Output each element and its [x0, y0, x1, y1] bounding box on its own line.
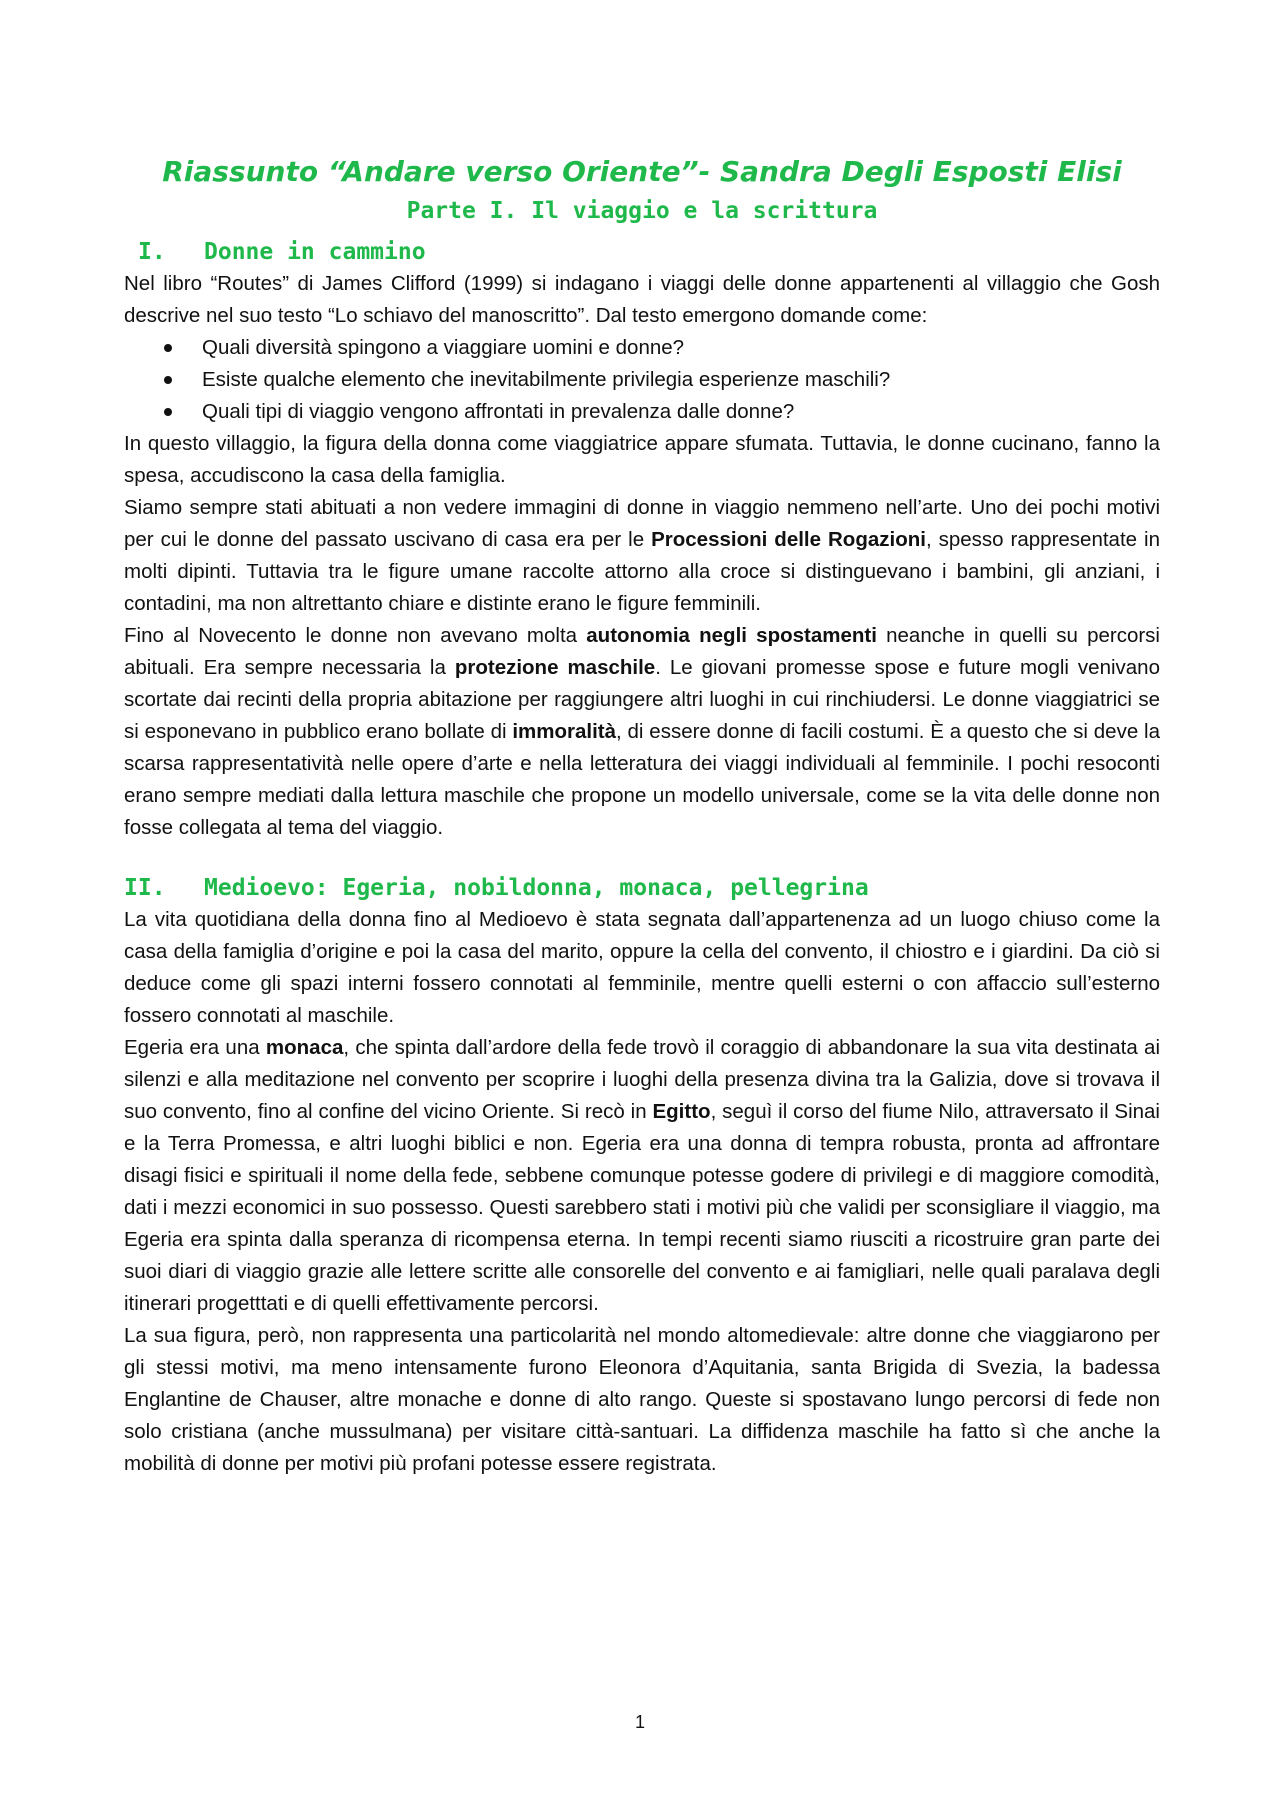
section-2-paragraph-2: Egeria era una monaca, che spinta dall’ardore della fede trovò il coraggio di abbandonare la sua vita destinata ai silenzi e alla meditazione nel convento per scoprire i luoghi della presenza divina tra la Galizia, dove si trovava il suo convento, fino al confine del vicino Oriente. Si recò in Egitto, seguì il corso del fiume Nilo, attraversato il Sinai e la Terra Promessa, e altri luoghi biblici e non. Egeria era una donna di tempra robusta, pronta ad affrontare disagi fisici e spirituali il nome della fede, sebbene comunque potesse godere di privilegi e di maggiore comodità, dati i mezzi economici in suo possesso. Questi sarebbero stati i motivi più che validi per sconsigliare il viaggio, ma Egeria era spinta dalla speranza di ricompensa eterna. In tempi recenti siamo riusciti a ricostruire gran parte dei suoi diari di viaggio grazie alle lettere scritte alle consorelle del convento e ai famigliari, nelle quali paralava degli itinerari progetttati e di quelli effettivamente percorsi. [124, 1036, 1160, 1315]
bold-term: immoralità [512, 720, 617, 743]
bullet-icon [164, 376, 172, 384]
document-subtitle: Parte I. Il viaggio e la scrittura [406, 198, 878, 224]
bold-term: Processioni delle Rogazioni [651, 528, 926, 551]
section-1-paragraph-3: Fino al Novecento le donne non avevano molta autonomia negli spostamenti neanche in quelli su percorsi abituali. Era sempre necessaria la protezione maschile. Le giovani promesse spose e future mogli venivano scortate dai recinti della propria abitazione per raggiungere altri luoghi in cui rinchiudersi. Le donne viaggiatrici se si esponevano in pubblico erano bollate di immoralità, di essere donne di facili costumi. È a questo che si deve la scarsa rappresentatività nelle opere d’arte e nella letteratura dei viaggi individuali al femminile. I pochi resoconti erano sempre mediati dalla lettura maschile che propone un modello universale, come se la vita delle donne non fosse collegata al tema del viaggio. [124, 624, 1160, 839]
bullet-icon [164, 344, 172, 352]
section-1-paragraph-1: In questo villaggio, la figura della donna come viaggiatrice appare sfumata. Tuttavia, le donne cucinano, fanno la spesa, accudiscono la casa della famiglia. [124, 432, 1160, 487]
section-1-intro: Nel libro “Routes” di James Clifford (1999) si indagano i viaggi delle donne appartenenti al villaggio che Gosh descrive nel suo testo “Lo schiavo del manoscritto”. Dal testo emergono domande come: [124, 272, 1160, 327]
section-2-paragraph-3: La sua figura, però, non rappresenta una particolarità nel mondo altomedievale: altre donne che viaggiarono per gli stessi motivi, ma meno intensamente furono Eleonora d’Aquitania, santa Brigida di Svezia, la badessa Englantine de Chauser, altre monache e donne di alto rango. Queste si spostavano lungo percorsi di fede non solo cristiana (anche mussulmana) per visitare città-santuari. La diffidenza maschile ha fatto sì che anche la mobilità di donne per motivi più profani potesse essere registrata. [124, 1324, 1160, 1475]
list-item: Esiste qualche elemento che inevitabilmente privilegia esperienze maschili? [160, 364, 1160, 396]
section-2-paragraph-1: La vita quotidiana della donna fino al Medioevo è stata segnata dall’appartenenza ad un luogo chiuso come la casa della famiglia d’origine e poi la casa del marito, oppure la cella del convento, il chiostro e i giardini. Da ciò si deduce come gli spazi interni fossero connotati al femminile, mentre quelli esterni o con affaccio sull’esterno fossero connotati al maschile. [124, 908, 1160, 1027]
document-page [124, 150, 1160, 1480]
section-title: Medioevo: Egeria, nobildonna, monaca, pellegrina [204, 875, 869, 901]
bold-term: autonomia negli spostamenti [586, 624, 877, 647]
section-number: I. [138, 239, 166, 265]
list-item: Quali diversità spingono a viaggiare uomini e donne? [160, 332, 1160, 364]
section-1-paragraph-2: Siamo sempre stati abituati a non vedere immagini di donne in viaggio nemmeno nell’arte. Uno dei pochi motivi per cui le donne del passato uscivano di casa era per le Processioni delle Rogazioni, spesso rappresentate in molti dipinti. Tuttavia tra le figure umane raccolte attorno alla croce si distinguevano i bambini, gli anziani, i contadini, ma non altrettanto chiare e distinte erano le figure femminili. [124, 496, 1160, 615]
page-number: 1 [634, 1712, 645, 1732]
section-number: II. [124, 875, 166, 901]
section-heading-2 [124, 872, 1160, 904]
section-title: Donne in cammino [204, 239, 426, 265]
bold-term: Egitto [652, 1100, 711, 1123]
bold-term: protezione maschile [454, 656, 656, 679]
list-item: Quali tipi di viaggio vengono affrontati in prevalenza dalle donne? [160, 396, 1160, 428]
section-heading-1 [124, 236, 1160, 268]
document-title: Riassunto “Andare verso Oriente”- Sandra Degli Esposti Elisi [162, 155, 1122, 188]
bold-term: monaca [265, 1036, 344, 1059]
bullet-icon [164, 408, 172, 416]
question-list [124, 332, 1160, 428]
